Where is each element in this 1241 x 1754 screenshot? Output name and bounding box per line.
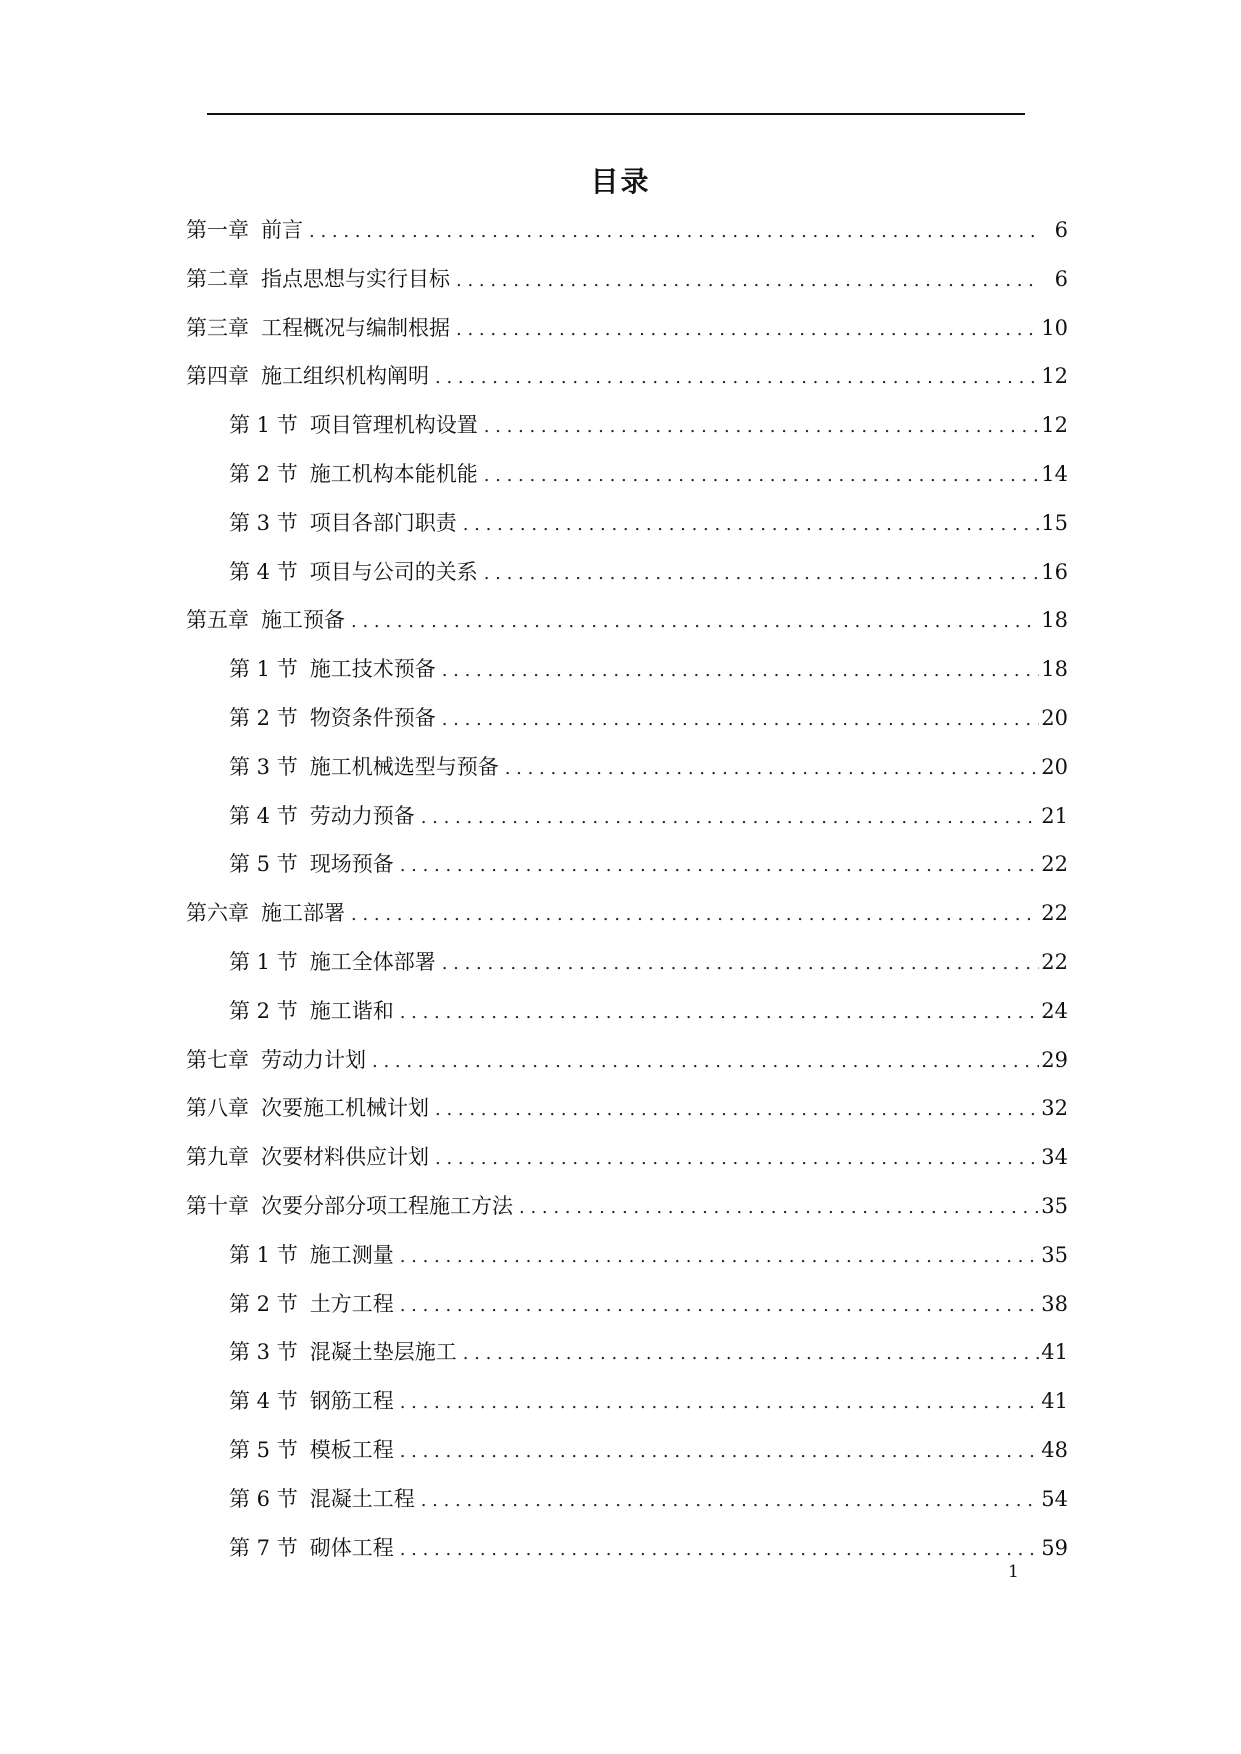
toc-dot-leader	[400, 1242, 1040, 1272]
toc-entry-page: 20	[1041, 754, 1068, 779]
toc-entry-number: 第五章	[186, 608, 249, 633]
toc-chapter-entry[interactable]	[186, 605, 1068, 654]
toc-entry-page: 35	[1041, 1193, 1068, 1218]
toc-section-entry[interactable]	[186, 410, 1068, 459]
toc-dot-leader	[442, 656, 1040, 686]
toc-entry-label: 劳动力预备	[309, 803, 415, 828]
toc-section-entry[interactable]	[186, 1240, 1068, 1289]
toc-entry-page: 6	[1054, 266, 1068, 291]
toc-dot-leader	[372, 1047, 1039, 1077]
toc-dot-leader	[435, 1095, 1039, 1125]
toc-entry-label: 混凝土工程	[309, 1486, 415, 1511]
toc-entry-number: 第一章	[186, 218, 249, 242]
toc-entry-page: 35	[1041, 1242, 1068, 1267]
toc-section-entry[interactable]	[186, 557, 1068, 606]
toc-section-entry[interactable]	[186, 508, 1068, 557]
toc-entry-number: 第 1 节	[229, 413, 298, 438]
toc-dot-leader	[484, 412, 1040, 442]
toc-section-entry[interactable]	[186, 996, 1068, 1045]
toc-dot-leader	[351, 900, 1039, 930]
toc-entry-number: 第三章	[186, 315, 249, 340]
toc-entry-number: 第 3 节	[229, 754, 298, 779]
toc-entry-number: 第十章	[186, 1193, 249, 1218]
toc-dot-leader	[400, 1291, 1040, 1321]
toc-entry-number: 第 1 节	[229, 1242, 298, 1267]
toc-dot-leader	[484, 461, 1040, 491]
toc-chapter-entry[interactable]	[186, 898, 1068, 947]
toc-dot-leader	[442, 949, 1040, 979]
toc-entry-page: 48	[1041, 1437, 1068, 1462]
toc-section-entry[interactable]	[186, 752, 1068, 801]
toc-entry-number: 第 1 节	[229, 657, 298, 682]
toc-entry-label: 施工全体部署	[309, 949, 436, 974]
toc-entry-label: 指点思想与实行目标	[261, 266, 450, 291]
toc-dot-leader	[400, 998, 1040, 1028]
toc-dot-leader	[442, 705, 1040, 735]
toc-entry-number: 第 2 节	[229, 461, 298, 486]
toc-entry-number: 第 4 节	[229, 803, 298, 828]
toc-entry-page: 20	[1041, 705, 1068, 730]
toc-dot-leader	[435, 363, 1039, 393]
header-rule	[207, 113, 1025, 115]
toc-entry-label: 物资条件预备	[309, 705, 436, 730]
toc-dot-leader	[400, 1388, 1040, 1418]
toc-entry-number: 第 7 节	[229, 1535, 298, 1560]
toc-entry-page: 18	[1041, 608, 1068, 633]
toc-entry-number: 第 5 节	[229, 852, 298, 877]
toc-entry-label: 模板工程	[309, 1437, 394, 1462]
toc-dot-leader	[421, 803, 1040, 833]
toc-entry-page: 12	[1041, 364, 1068, 389]
toc-entry-label: 次要施工机械计划	[261, 1096, 429, 1121]
toc-entry-page: 21	[1041, 803, 1068, 828]
toc-entry-label: 项目与公司的关系	[309, 559, 478, 584]
toc-entry-label: 施工组织机构阐明	[261, 364, 429, 389]
toc-dot-leader	[456, 266, 1040, 296]
toc-entry-number: 第 5 节	[229, 1437, 298, 1462]
toc-entry-page: 38	[1041, 1291, 1068, 1316]
toc-entry-page: 22	[1041, 852, 1068, 877]
toc-entry-label: 次要材料供应计划	[261, 1145, 429, 1170]
toc-section-entry[interactable]	[186, 1484, 1068, 1533]
toc-section-entry[interactable]	[186, 1289, 1068, 1338]
toc-entry-page: 59	[1041, 1535, 1068, 1560]
toc-title: 目录	[590, 165, 651, 198]
toc-dot-leader	[463, 1339, 1040, 1369]
toc-entry-number: 第 4 节	[229, 559, 298, 584]
toc-dot-leader	[505, 754, 1040, 784]
toc-chapter-entry[interactable]	[186, 1045, 1068, 1094]
toc-entry-label: 劳动力计划	[261, 1047, 366, 1072]
toc-entry-number: 第 3 节	[229, 1340, 298, 1365]
toc-entry-page: 18	[1041, 657, 1068, 682]
toc-entry-page: 15	[1041, 510, 1068, 535]
toc-entry-label: 混凝土垫层施工	[309, 1340, 457, 1365]
toc-section-entry[interactable]	[186, 654, 1068, 703]
toc-dot-leader	[309, 217, 1040, 247]
toc-section-entry[interactable]	[186, 459, 1068, 508]
toc-entry-label: 现场预备	[309, 852, 394, 877]
toc-chapter-entry[interactable]	[186, 1142, 1068, 1191]
toc-section-entry[interactable]	[186, 849, 1068, 898]
toc-chapter-entry[interactable]	[186, 1191, 1068, 1240]
toc-entry-number: 第 2 节	[229, 998, 298, 1023]
toc-entry-label: 土方工程	[309, 1291, 394, 1316]
table-of-contents	[186, 215, 1068, 1581]
toc-entry-number: 第八章	[186, 1096, 249, 1121]
toc-entry-page: 10	[1041, 315, 1068, 340]
toc-entry-page: 22	[1041, 901, 1068, 926]
toc-entry-number: 第 2 节	[229, 1291, 298, 1316]
toc-entry-number: 第 4 节	[229, 1389, 298, 1414]
toc-entry-label: 施工部署	[261, 901, 345, 926]
toc-dot-leader	[400, 1437, 1040, 1467]
toc-section-entry[interactable]	[186, 801, 1068, 850]
toc-entry-label: 砌体工程	[309, 1535, 394, 1560]
toc-entry-label: 施工测量	[309, 1242, 394, 1267]
toc-dot-leader	[456, 315, 1039, 345]
toc-section-entry[interactable]	[186, 703, 1068, 752]
toc-dot-leader	[484, 559, 1040, 589]
toc-entry-number: 第二章	[186, 266, 249, 291]
toc-entry-page: 24	[1041, 998, 1068, 1023]
toc-entry-page: 6	[1054, 218, 1068, 242]
toc-dot-leader	[463, 510, 1040, 540]
toc-entry-page: 29	[1041, 1047, 1068, 1072]
toc-entry-number: 第九章	[186, 1145, 249, 1170]
toc-entry-label: 施工技术预备	[309, 657, 436, 682]
toc-entry-number: 第 1 节	[229, 949, 298, 974]
page-number: 1	[1008, 1562, 1019, 1582]
toc-chapter-entry[interactable]	[186, 215, 1068, 264]
toc-entry-number: 第七章	[186, 1047, 249, 1072]
toc-entry-label: 项目各部门职责	[309, 510, 457, 535]
toc-chapter-entry[interactable]	[186, 313, 1068, 362]
toc-entry-label: 施工机构本能机能	[309, 461, 478, 486]
toc-entry-number: 第 6 节	[229, 1486, 298, 1511]
toc-section-entry[interactable]	[186, 1337, 1068, 1386]
toc-entry-label: 工程概况与编制根据	[261, 315, 450, 340]
toc-entry-number: 第四章	[186, 364, 249, 389]
toc-entry-label: 次要分部分项工程施工方法	[261, 1193, 513, 1218]
toc-section-entry[interactable]	[186, 1533, 1068, 1582]
toc-dot-leader	[421, 1486, 1040, 1516]
toc-entry-label: 施工预备	[261, 608, 345, 633]
toc-entry-number: 第 3 节	[229, 510, 298, 535]
toc-chapter-entry[interactable]	[186, 264, 1068, 313]
toc-entry-number: 第 2 节	[229, 705, 298, 730]
toc-entry-page: 16	[1041, 559, 1068, 584]
toc-entry-label: 项目管理机构设置	[309, 413, 478, 438]
toc-entry-page: 22	[1041, 949, 1068, 974]
toc-entry-label: 钢筋工程	[309, 1389, 394, 1414]
toc-section-entry[interactable]	[186, 1386, 1068, 1435]
toc-entry-page: 54	[1041, 1486, 1068, 1511]
toc-entry-page: 14	[1041, 461, 1068, 486]
toc-dot-leader	[400, 1535, 1040, 1565]
toc-chapter-entry[interactable]	[186, 1093, 1068, 1142]
toc-entry-page: 41	[1041, 1389, 1068, 1414]
toc-chapter-entry[interactable]	[186, 361, 1068, 410]
toc-dot-leader	[435, 1144, 1039, 1174]
toc-entry-label: 前言	[261, 218, 303, 242]
toc-entry-label: 施工机械选型与预备	[309, 754, 499, 779]
toc-section-entry[interactable]	[186, 1435, 1068, 1484]
toc-entry-page: 32	[1041, 1096, 1068, 1121]
toc-dot-leader	[351, 607, 1039, 637]
toc-entry-page: 41	[1041, 1340, 1068, 1365]
toc-dot-leader	[400, 851, 1040, 881]
toc-section-entry[interactable]	[186, 947, 1068, 996]
toc-entry-label: 施工谐和	[309, 998, 394, 1023]
toc-dot-leader	[519, 1193, 1039, 1223]
toc-entry-number: 第六章	[186, 901, 249, 926]
toc-entry-page: 34	[1041, 1145, 1068, 1170]
toc-entry-page: 12	[1041, 413, 1068, 438]
